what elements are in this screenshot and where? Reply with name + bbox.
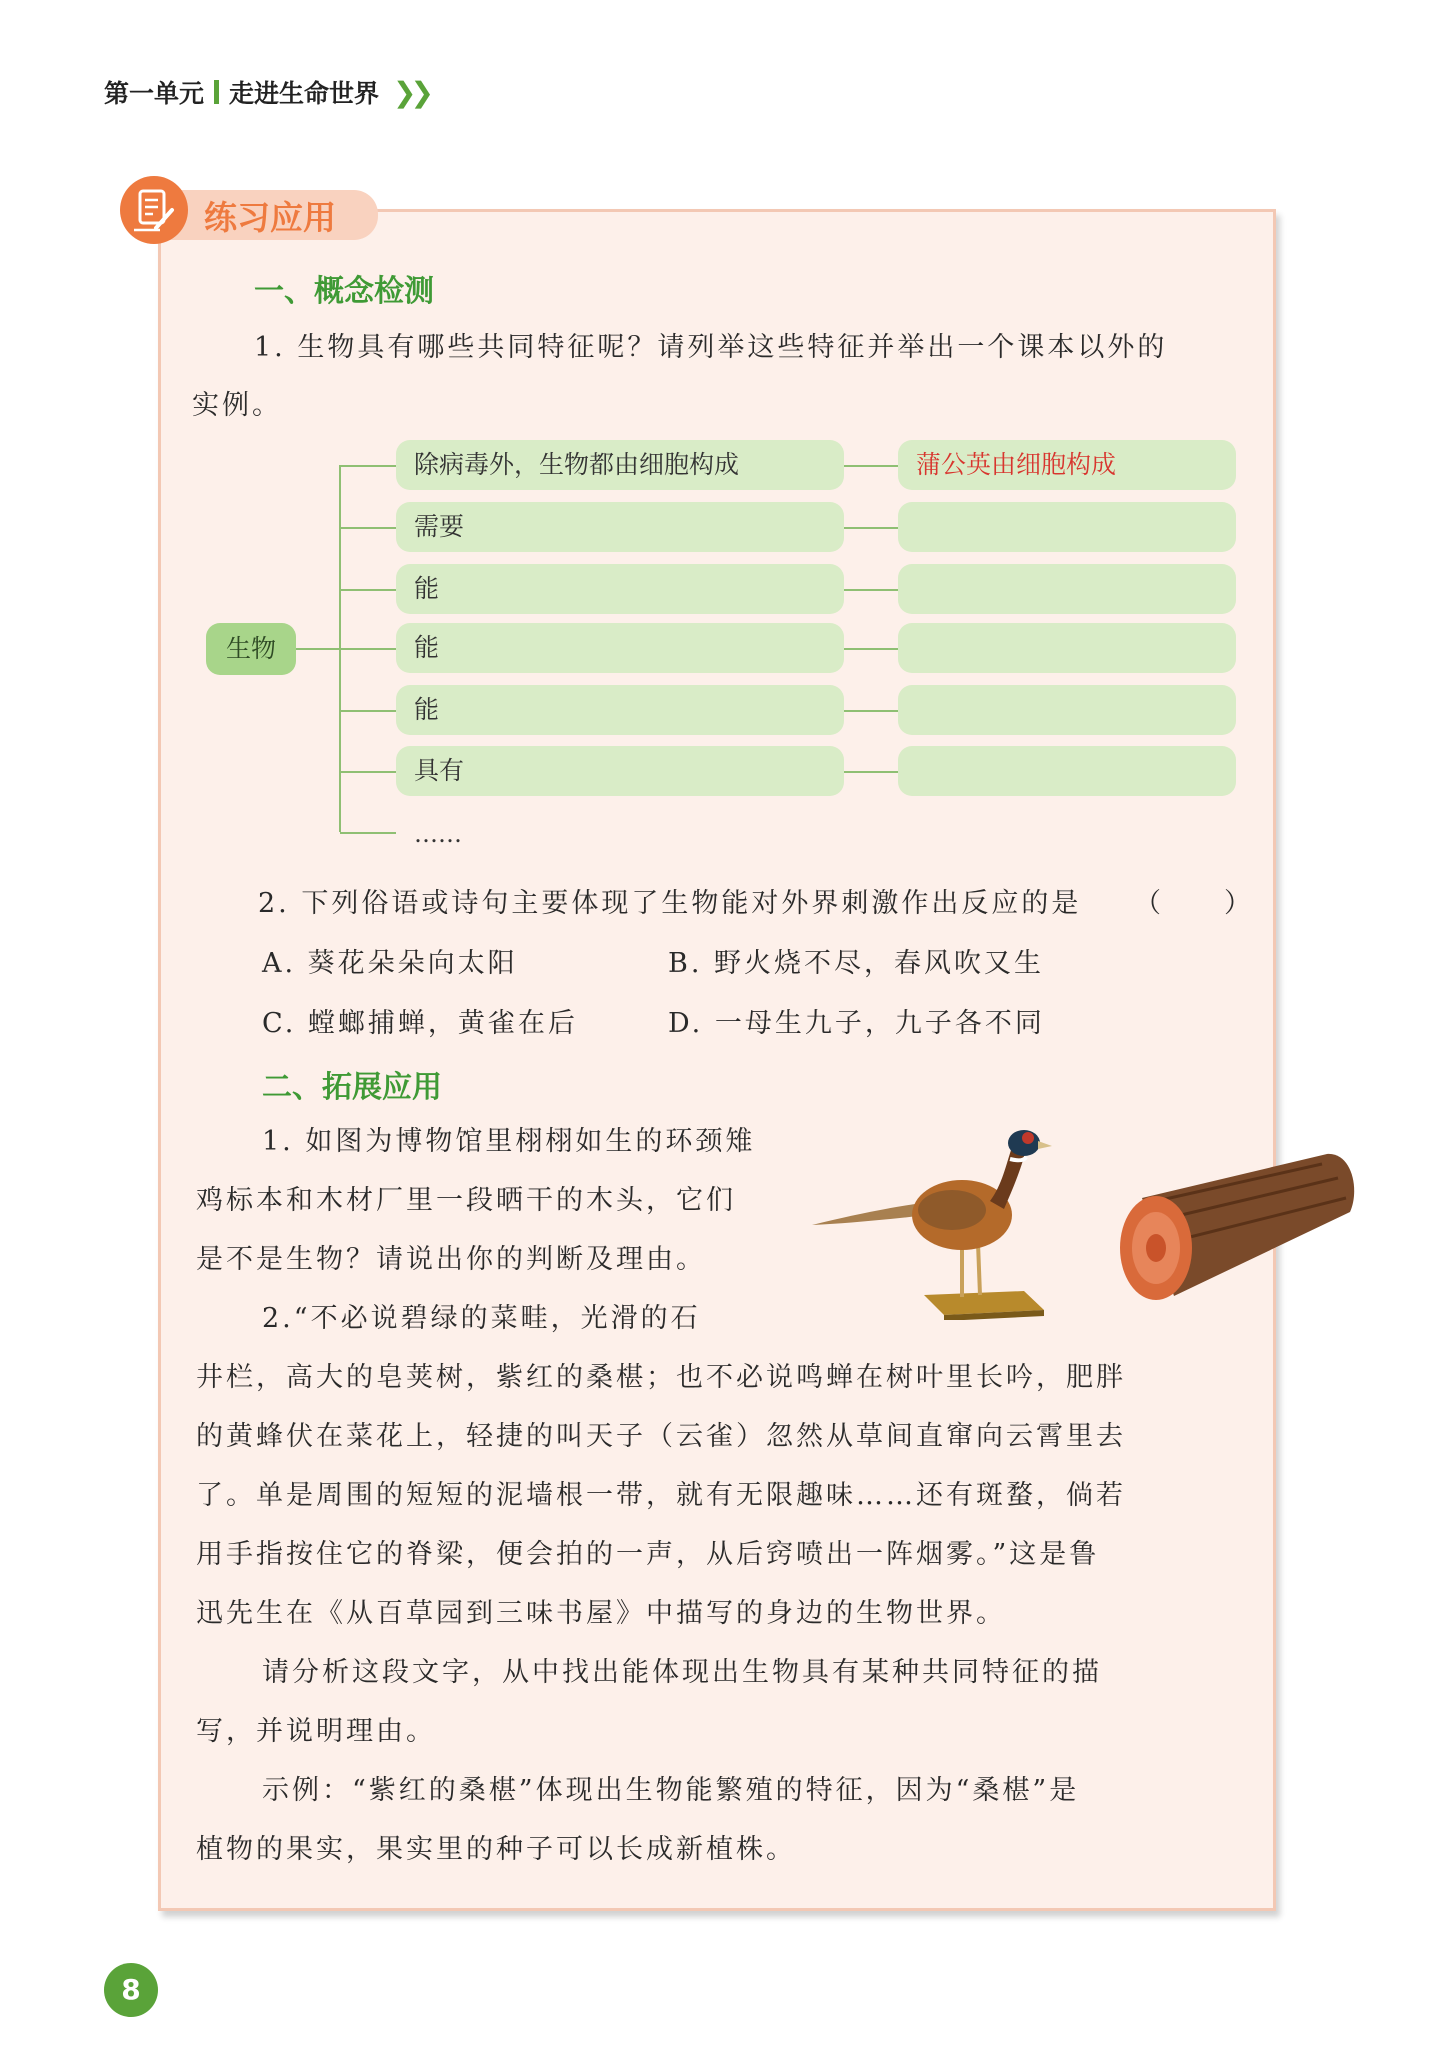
option-d: D. 一母生九子，九子各不同 — [668, 1008, 1045, 1039]
s2-q2-line: 的黄蜂伏在菜花上，轻捷的叫天子（云雀）忽然从草间直窜向云霄里去 — [196, 1421, 1126, 1452]
example-box — [898, 502, 1236, 552]
s2-q2-line: 了。单是周围的短短的泥墙根一带，就有无限趣味……还有斑蝥，倘若 — [196, 1480, 1126, 1511]
notebook-pencil-icon — [120, 176, 188, 244]
section1-heading: 一、概念检测 — [254, 274, 434, 309]
example-connector — [844, 465, 898, 467]
branch-line — [340, 527, 396, 529]
badge-title: 练习应用 — [204, 198, 336, 237]
section-badge — [120, 176, 380, 246]
feature-box: 具有 — [396, 746, 844, 796]
option-c: C. 螳螂捕蝉，黄雀在后 — [262, 1008, 578, 1039]
example-connector — [844, 771, 898, 773]
unit-header — [104, 74, 428, 110]
section2-heading: 二、拓展应用 — [262, 1070, 442, 1105]
s2-q1-line: 鸡标本和木材厂里一段晒干的木头，它们 — [196, 1185, 736, 1216]
branch-line — [340, 648, 396, 650]
diagram-root: 生物 — [206, 623, 296, 675]
example-connector — [844, 527, 898, 529]
example-connector — [844, 710, 898, 712]
log-image — [1112, 1150, 1362, 1310]
double-chevron-icon: ❯❯ — [393, 75, 428, 109]
s2-q2-line: 迅先生在《从百草园到三味书屋》中描写的身边的生物世界。 — [196, 1598, 1006, 1629]
example-connector — [844, 589, 898, 591]
example-box: 蒲公英由细胞构成 — [898, 440, 1236, 490]
header-divider — [214, 80, 219, 104]
feature-box: 能 — [396, 685, 844, 735]
q2-stem: 2. 下列俗语或诗句主要体现了生物能对外界刺激作出反应的是 — [258, 888, 1082, 919]
unit-label: 第一单元 — [104, 79, 205, 108]
q2-answer-paren: （ ） — [1134, 888, 1254, 919]
feature-box: 能 — [396, 623, 844, 673]
example-box — [898, 746, 1236, 796]
task-line: 写，并说明理由。 — [196, 1716, 436, 1747]
more-ellipsis: …… — [414, 820, 462, 848]
branch-line — [340, 832, 396, 834]
example-box — [898, 623, 1236, 673]
s2-q2-line: 2.“不必说碧绿的菜畦，光滑的石 — [262, 1303, 701, 1334]
feature-box: 能 — [396, 564, 844, 614]
unit-title: 走进生命世界 — [229, 79, 380, 108]
example-connector — [844, 648, 898, 650]
s2-q1-line: 1. 如图为博物馆里栩栩如生的环颈雉 — [262, 1126, 756, 1157]
page-number: 8 — [104, 1963, 158, 2017]
branch-line — [340, 589, 396, 591]
feature-box: 需要 — [396, 502, 844, 552]
option-b: B. 野火烧不尽，春风吹又生 — [668, 948, 1045, 979]
s2-q2-line: 用手指按住它的脊梁，便会拍的一声，从后窍喷出一阵烟雾。”这是鲁 — [196, 1539, 1100, 1570]
task-line: 请分析这段文字，从中找出能体现出生物具有某种共同特征的描 — [262, 1657, 1102, 1688]
root-connector — [296, 648, 340, 650]
feature-box: 除病毒外，生物都由细胞构成 — [396, 440, 844, 490]
pheasant-specimen-image — [812, 1105, 1102, 1320]
example-box — [898, 564, 1236, 614]
example-box — [898, 685, 1236, 735]
s2-q1-line: 是不是生物？请说出你的判断及理由。 — [196, 1244, 706, 1275]
branch-line — [340, 465, 396, 467]
option-a: A. 葵花朵朵向太阳 — [262, 948, 518, 979]
q1-line2: 实例。 — [192, 390, 282, 421]
s2-q2-line: 井栏，高大的皂荚树，紫红的桑椹；也不必说鸣蝉在树叶里长吟，肥胖 — [196, 1362, 1126, 1393]
q1-line1: 1. 生物具有哪些共同特征呢？请列举这些特征并举出一个课本以外的 — [254, 332, 1168, 363]
branch-line — [340, 771, 396, 773]
branch-line — [340, 710, 396, 712]
example-line: 示例：“紫红的桑椹”体现出生物能繁殖的特征，因为“桑椹”是 — [262, 1775, 1080, 1806]
example-line: 植物的果实，果实里的种子可以长成新植株。 — [196, 1834, 796, 1865]
